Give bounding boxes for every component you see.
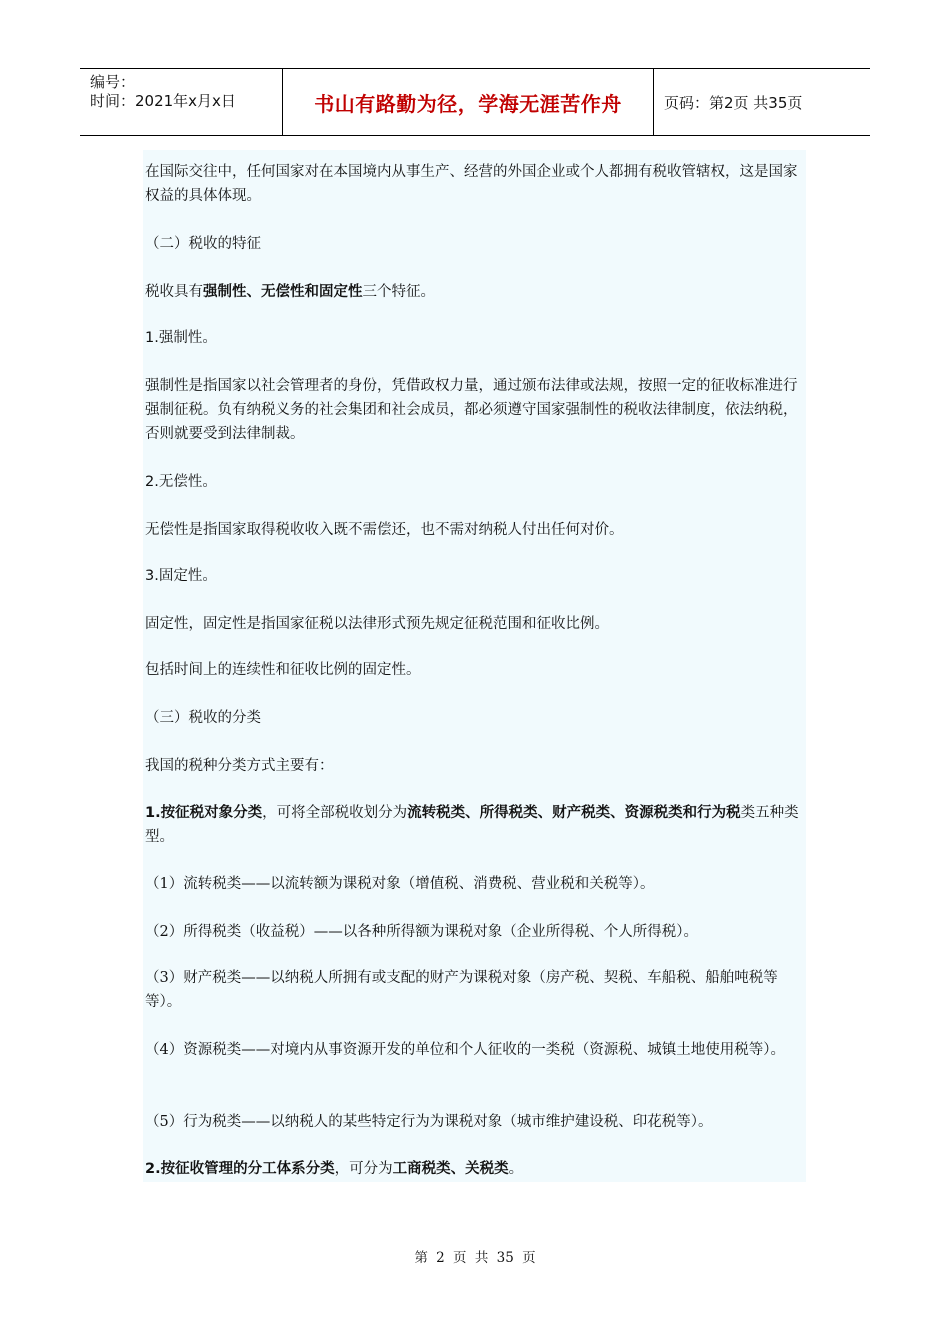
section-heading: （二）税收的特征	[145, 236, 261, 252]
date-label: 时间：2021年x月x日	[90, 92, 236, 110]
list-item: （1）流转税类——以流转额为课税对象（增值税、消费税、营业税和关税等）。	[145, 876, 655, 892]
list-item: （4）资源税类——对境内从事资源开发的单位和个人征收的一类税（资源税、城镇土地使用税等）。	[145, 1042, 785, 1058]
numbered-item: 2.无偿性。	[145, 474, 217, 490]
document-body	[143, 150, 806, 1182]
paragraph: 无偿性是指国家取得税收收入既不需偿还，也不需对纳税人付出任何对价。	[145, 522, 624, 538]
classification-item: 1.按征税对象分类，可将全部税收划分为流转税类、所得税类、财产税类、资源税类和行为税类五种类型。	[145, 805, 799, 845]
paragraph: 固定性，固定性是指国家征税以法律形式预先规定征税范围和征收比例。	[145, 616, 609, 632]
list-item: （5）行为税类——以纳税人的某些特定行为为课税对象（城市维护建设税、印花税等）。	[145, 1114, 713, 1130]
paragraph: 税收具有强制性、无偿性和固定性三个特征。	[145, 284, 435, 300]
list-item: （2）所得税类（收益税）——以各种所得额为课税对象（企业所得税、个人所得税）。	[145, 924, 698, 940]
numbered-item: 3.固定性。	[145, 568, 217, 584]
paragraph: 我国的税种分类方式主要有：	[145, 758, 334, 774]
header-meta	[80, 69, 282, 135]
list-item: （3）财产税类——以纳税人所拥有或支配的财产为课税对象（房产税、契税、车船税、船舶吨税等等）。	[145, 970, 778, 1010]
page-footer: 第 2 页 共 35 页	[414, 1250, 536, 1266]
paragraph: 强制性是指国家以社会管理者的身份，凭借政权力量，通过颁布法律或法规，按照一定的征收标准进行强制征税。负有纳税义务的社会集团和社会成员，都必须遵守国家强制性的税收法律制度，依法纳税，否则就要受到法律制裁。	[145, 378, 798, 442]
numbered-item: 1.强制性。	[145, 330, 217, 346]
code-label: 编号：	[90, 73, 136, 91]
classification-item: 2.按征收管理的分工体系分类，可分为工商税类、关税类。	[145, 1161, 524, 1177]
paragraph: 包括时间上的连续性和征收比例的固定性。	[145, 662, 421, 678]
section-heading: （三）税收的分类	[145, 710, 261, 726]
header-page-info: 页码：第2页 共35页	[664, 93, 803, 112]
document-header	[80, 68, 870, 136]
paragraph: 在国际交往中，任何国家对在本国境内从事生产、经营的外国企业或个人都拥有税收管辖权，这是国家权益的具体体现。	[145, 164, 798, 204]
header-motto: 书山有路勤为径，学海无涯苦作舟	[282, 69, 654, 135]
